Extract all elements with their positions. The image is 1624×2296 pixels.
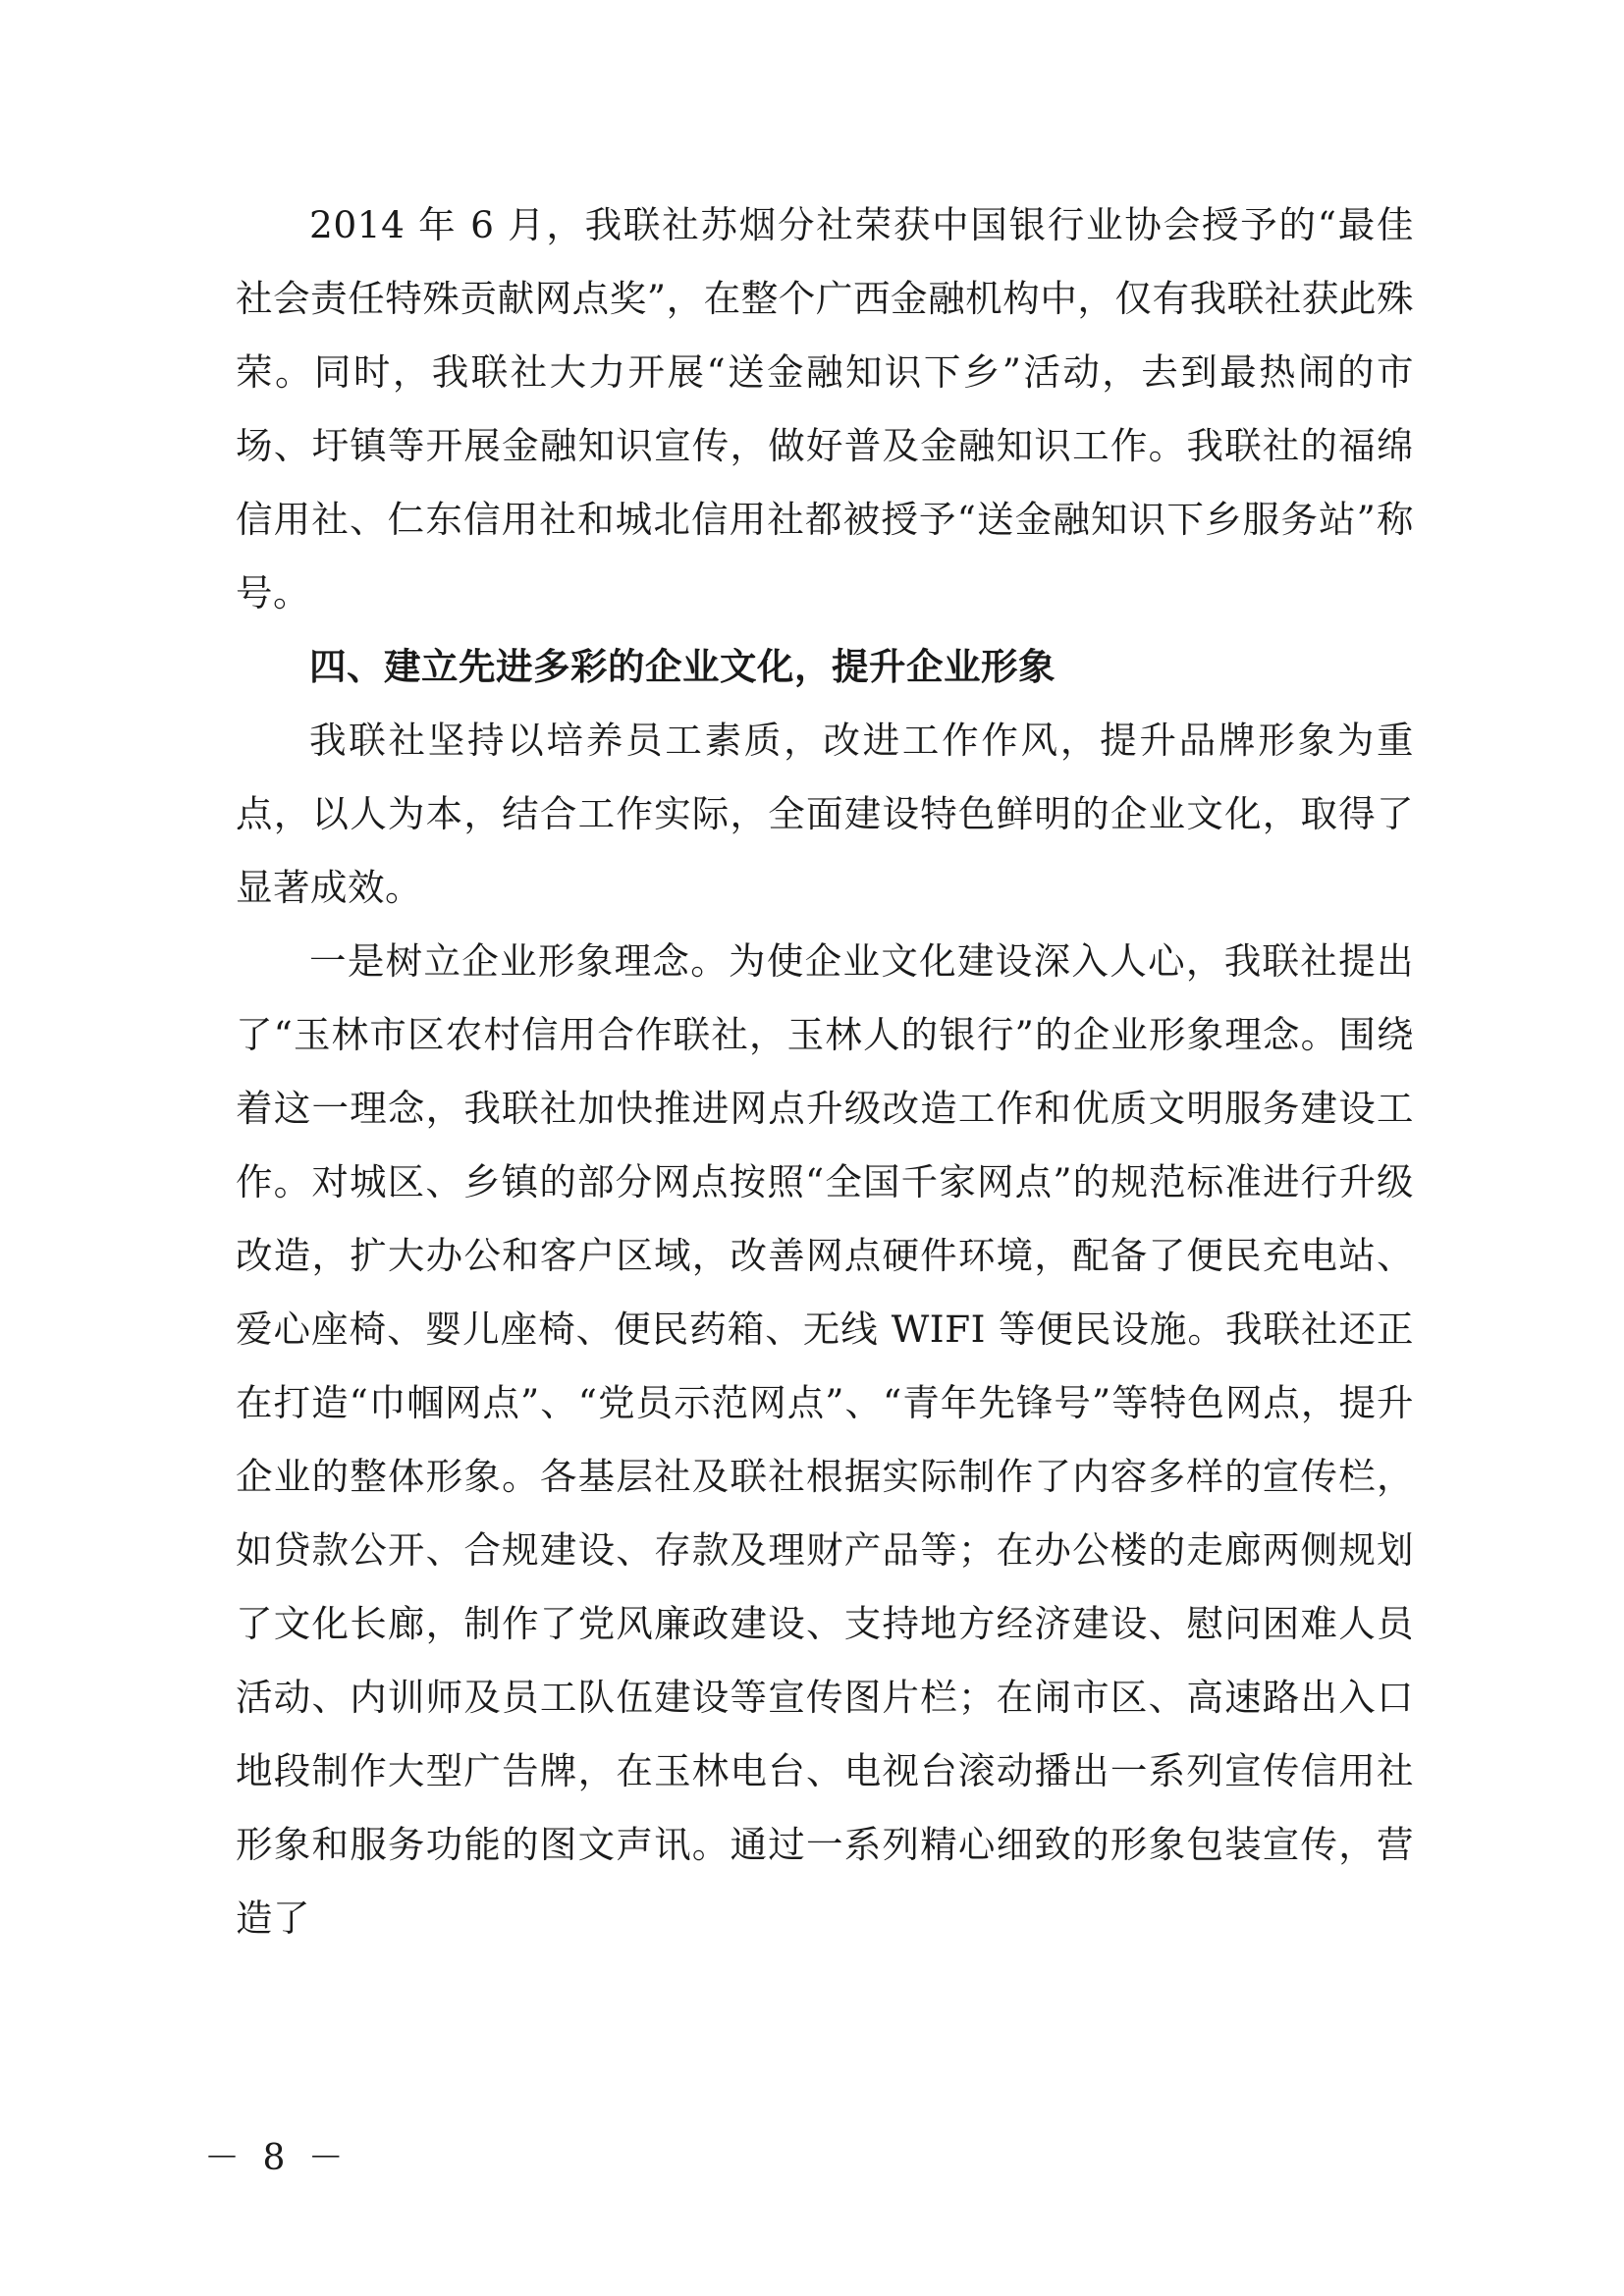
document-body (236, 188, 1414, 1955)
paragraph-award: 2014 年 6 月，我联社苏烟分社荣获中国银行业协会授予的“最佳社会责任特殊贡献网点奖”，在整个广西金融机构中，仅有我联社获此殊荣。同时，我联社大力开展“送金融知识下乡”活动，去到最热闹的市场、圩镇等开展金融知识宣传，做好普及金融知识工作。我联社的福绵信用社、仁东信用社和城北信用社都被授予“送金融知识下乡服务站”称号。 (236, 203, 1414, 614)
section-heading: 四、建立先进多彩的企业文化，提升企业形象 (309, 645, 1056, 688)
paragraph-image-concept: 一是树立企业形象理念。为使企业文化建设深入人心，我联社提出了“玉林市区农村信用合作联社，玉林人的银行”的企业形象理念。围绕着这一理念，我联社加快推进网点升级改造工作和优质文明服务建设工作。对城区、乡镇的部分网点按照“全国千家网点”的规范标准进行升级改造，扩大办公和客户区域，改善网点硬件环境，配备了便民充电站、爱心座椅、婴儿座椅、便民药箱、无线 WIFI 等便民设施。我联社还正在打造“巾帼网点”、“党员示范网点”、“青年先锋号”等特色网点，提升企业的整体形象。各基层社及联社根据实际制作了内容多样的宣传栏，如贷款公开、合规建设、存款及理财产品等；在办公楼的走廊两侧规划了文化长廊，制作了党风廉政建设、支持地方经济建设、慰问困难人员活动、内训师及员工队伍建设等宣传图片栏；在闹市区、高速路出入口地段制作大型广告牌，在玉林电台、电视台滚动播出一系列宣传信用社形象和服务功能的图文声讯。通过一系列精心细致的形象包装宣传，营造了 (236, 939, 1414, 1940)
page-number: － 8 － (204, 2138, 350, 2178)
paragraph-culture-intro: 我联社坚持以培养员工素质，改进工作作风，提升品牌形象为重点，以人为本，结合工作实际，全面建设特色鲜明的企业文化，取得了显著成效。 (236, 719, 1414, 909)
